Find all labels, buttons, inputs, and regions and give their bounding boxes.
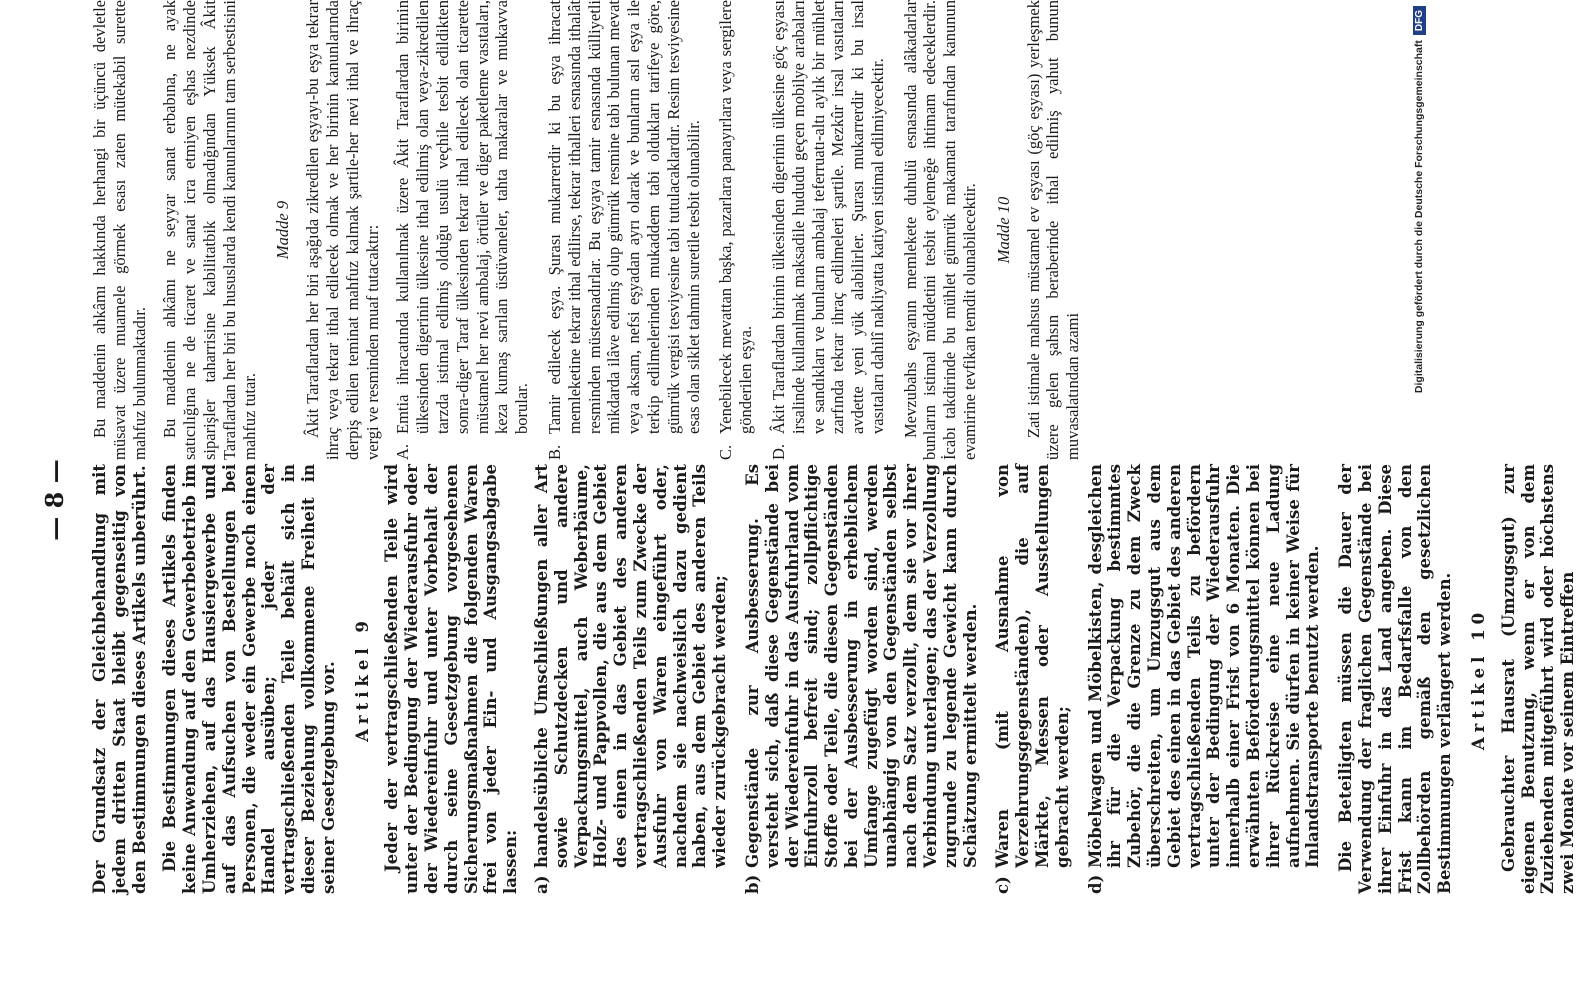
german-paragraph-1: Der Grundsatz der Gleichbehandlung mit jedem dritten Staat bleibt gegenseitig von den Bestimmungen dieses Artikels unberührt. [90, 464, 149, 894]
german-list-label: a) [531, 875, 551, 894]
credit-text: Digitalisierung gefördert durch die Deutsche Forschungsgemeinschaft [1413, 40, 1425, 394]
german-list-label: c) [993, 876, 1013, 894]
turkish-paragraph-after-list: Mevzubahs eşyanın memlekete duhulü esnasında alâkadarlar bunların istimal müddetini tesbit eylemeğe ihtimam edeceklerdir. İcabı takdirinde bu mühlet gümrük makamatı tarafından kanunun evamirine tevfikan temdit olunabilecektir. [900, 0, 980, 460]
german-list-label: b) [742, 874, 762, 894]
german-paragraph-2: Die Bestimmungen dieses Artikels finden keine Anwendung auf den Gewerbebetrieb im Umherziehen, auf das Hausiergewerbe und auf das Aufsuchen von Bestellungen bei Personen, die weder ein Gewerbe noch einen Handel ausüben; jeder der vertragschließenden Teile behält sich in dieser Beziehung vollkommene Freiheit in seiner Gesetzgebung vor. [160, 464, 338, 894]
german-list-text: handelsübliche Umschließungen aller Art sowie Schutzdecken und andere Verpackungsmittel, auch Weberbäume, Holz- und Pappvollen, die aus dem Gebiet des einen in das Gebiet des anderen vertragschließenden Teils zum Zwecke der Ausfuhr von Waren eingeführt oder, nachdem sie nachweislich dazu gedient haben, aus dem Gebiet des anderen Teils wieder zurückgebracht werden; [531, 464, 730, 868]
german-list-item [743, 464, 981, 894]
turkish-list-text: Âkit Taraflardan birinin ülkesinden digerinin ülkesine göç eşyası irsalinde kullanılmak maksadile hududu geçen mobilye arabaları ve sandıkları ve bunların ambalaj teferruatı-altı aylık bir mühlet zarfında tekrar ihraç edilmeleri şartile. Mezkûr irsal vasıtaları avdette yeni yük alabilirler. Şurası mukarrerdir ki bu irsal vasıtaları dahilî nakliyatta katiyen istimal edilmiyecektir. [768, 0, 887, 434]
german-heading-artikel-9: Artikel 9 [352, 616, 372, 742]
turkish-paragraph-2: Bu maddenin ahkâmı ne seyyar sanat erbabına, ne ayak satıcılığına ne de ticaret ve sanat icra etmiyen eşhas nezdinde siparişler taharrisine kabilitatbik olmadığından Yüksek Âkit Taraflardan her biri bu hususlarda kendi kanunlarının tam serbestisini mahfuz tutar. [160, 0, 259, 460]
german-column [90, 464, 1589, 894]
turkish-heading-madde-10: Madde 10 [993, 196, 1013, 264]
turkish-list-text: Tamir edilecek eşya. Şurası mukarrerdir ki bu eşya ihracat memleketine tekrar ithal edilirse, tekrar ithalleri esnasında ithalât resminden müstesnadırlar. Bu eşyaya tamir esnasında külliyetli mikdarda ilâve edilmiş olup gümrük resmine tabi bulunan mevat veya aksam, nefsi eşyadan ayrı olarak ve bunların asıl eşya ile terkip edilmelerinden mukaddem tabi oldukları tarifeye göre, gümrük vergisi tesviyesine tabi tutulacaklardır. Resim tesviyesine esas olan siklet tahmin suretile tesbit olunabilir. [544, 0, 703, 434]
german-list-item [532, 464, 730, 894]
german-list-text: Gegenstände zur Ausbesserung. Es versteht sich, daß diese Gegenstände bei der Wiedereinfuhr in das Ausfuhrland vom Einfuhrzoll befreit sind; zollpflichtige Stoffe oder Teile, die diesen Gegenständen bei der Ausbesserung in erheblichem Umfange zugefügt worden sind, werden unabhängig von den Gegenständen selbst nach dem Satz verzollt, dem sie vor ihrer Verbindung unterlagen; das der Verzollung zugrunde zu legende Gewicht kann durch Schätzung ermittelt werden. [742, 464, 980, 868]
german-heading-artikel-10: Artikel 10 [1469, 607, 1488, 751]
turkish-list-item [393, 0, 532, 460]
turkish-list-label: D. [768, 443, 788, 460]
german-paragraph-artikel-10: Gebrauchter Hausrat (Umzugsgut) zur eigenen Benutzung, wenn er von dem Zuziehenden mitgeführt wird oder höchstens zwei Monate vor seinem Eintreffen [1498, 464, 1578, 894]
turkish-list-text: Emtia ihracatında kullanılmak üzere Âkit Taraflardan birinin ülkesinden digerinin ülkesine ithal edilmiş olan veya-zikredilen tarzda istimal edilmiş olduğu usulü veçhile tesbit edildikten sonra-diger Taraf ülkesinden tekrar ithal edilecek olan ticarette müstamel her nevi ambalaj, örtüler ve diger paketleme vasıtaları, keza kumaş sarılan üstüvaneler, tahta makaralar ve mukavva borular. [393, 0, 532, 434]
turkish-intro-madde-9: Âkit Taraflardan her biri aşağıda zikredilen eşyayı-bu eşya tekrar ihraç veya tekrar ithal edilecek olmak ve her birinin kanunlarında derpiş edilen teminat mahfuz kalmak şartile-her nevi ithal ve ihraç vergi ve resminden muaf tutacaktır: [303, 0, 382, 460]
digitization-credit [1406, 6, 1432, 986]
german-list-item [993, 464, 1072, 894]
turkish-column [90, 0, 1094, 460]
turkish-list-item [769, 0, 888, 460]
german-intro-artikel-9: Jeder der vertragschließenden Teile wird unter der Bedingung der Wiederausfuhr oder der Wiedereinfuhr und unter Vorbehalt der durch seine Gesetzgebung vorgesehenen Sicherungsmaßnahmen die folgenden Waren frei von jeder Ein- und Ausgangsabgabe lassen: [382, 464, 521, 894]
turkish-paragraph-madde-10: Zati istimale mahsus müstamel ev eşyası (göç eşyası) yerleşmek üzere gelen şahsın beraberinde ithal edilmiş yahut bunun muvasalatından azami [1023, 0, 1083, 460]
turkish-paragraph-1: Bu maddenin ahkâmı hakkında herhangi bir üçüncü devletle müsavat üzere muamele görmek esası zaten mütekabil surette mahfuz bulunmaktadır. [90, 0, 149, 460]
turkish-list-label: C. [716, 444, 736, 460]
german-list-item [1086, 464, 1324, 894]
page-number: — 8 — [40, 459, 69, 541]
dfg-logo: DFG [1413, 6, 1426, 35]
turkish-list-item [716, 0, 756, 460]
german-paragraph-after-list: Die Beteiligten müssen die Dauer der Verwendung der fraglichen Gegenstände bei ihrer Einfuhr in das Land angeben. Diese Frist kann im Bedarfsfalle von den Zollbehörden gemäß den gesetzlichen Bestimmungen verlängert werden. [1336, 464, 1455, 894]
turkish-heading-madde-9: Madde 9 [273, 200, 293, 260]
turkish-list-text: Yenebilecek mevattan başka, pazarlara panayırlara veya sergilere gönderilen eşya. [716, 0, 756, 434]
german-list-text: Möbelwagen und Möbelkisten, desgleichen ihr für die Verpackung bestimmtes Zubehör, die die Grenze zu dem Zweck überschreiten, um Umzugsgut aus dem Gebiet des einen in das Gebiet des anderen vertragschließenden Teils zu befördern unter der Bedingung der Wiederausfuhr innerhalb einer Frist von 6 Monaten. Die erwähnten Beförderungsmittel können bei ihrer Rückreise eine neue Ladung aufnehmen. Sie dürfen in keiner Weise für Inlandstransporte benutzt werden. [1085, 464, 1323, 868]
german-list-label: d) [1085, 874, 1105, 894]
turkish-list-label: B. [544, 444, 564, 460]
german-list-text: Waren (mit Ausnahme von Verzehrungsgegenständen), die auf Märkte, Messen oder Ausstellungen gebracht werden; [993, 464, 1072, 868]
turkish-list-label: A. [393, 443, 413, 460]
turkish-list-item [545, 0, 703, 460]
